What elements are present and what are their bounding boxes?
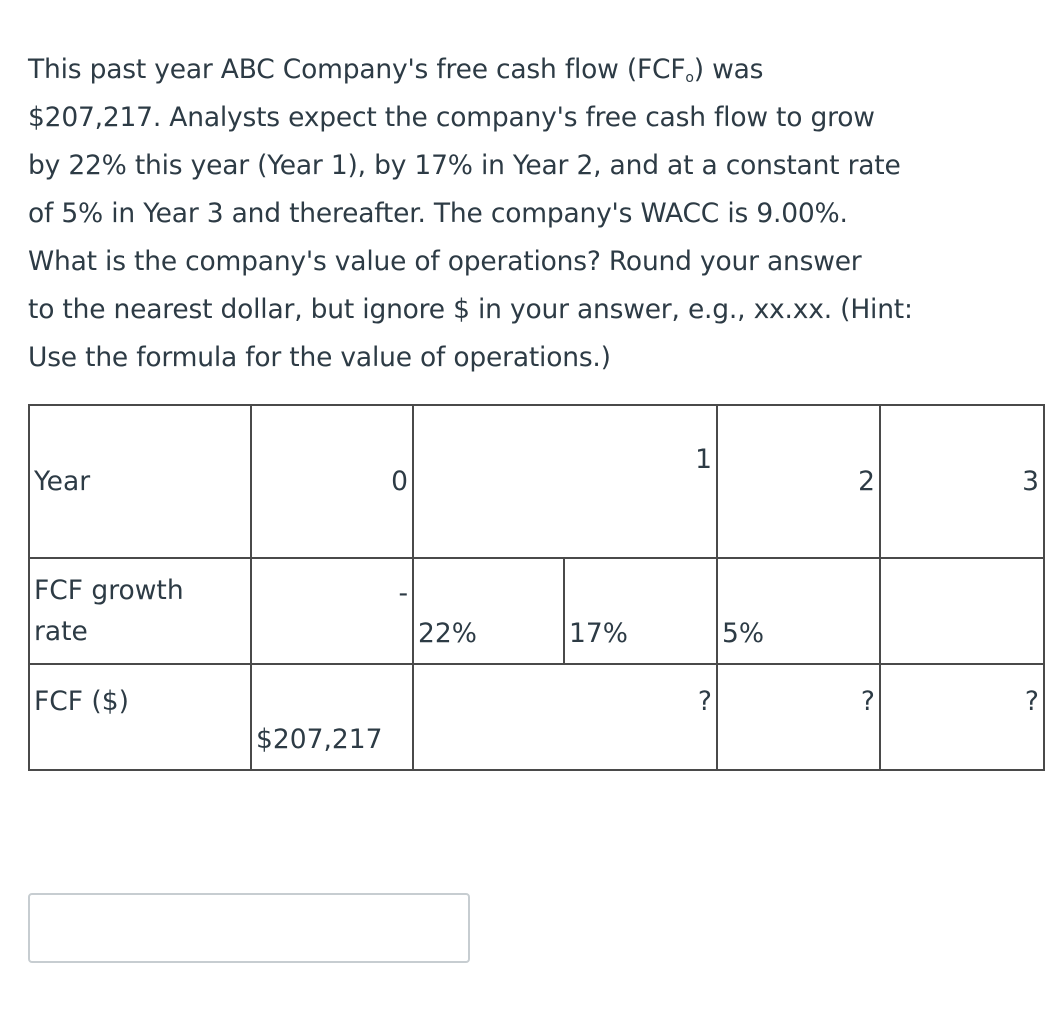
growth-rate-year-2	[564, 558, 717, 664]
growth-rate-empty	[880, 558, 1044, 664]
fcf-year-3	[880, 664, 1044, 770]
question-line-5: What is the company's value of operations? Round your answer	[28, 246, 862, 277]
fcf-year-0-value: $207,217	[256, 723, 383, 755]
growth-rate-year-1-value: 22%	[418, 617, 477, 649]
growth-rate-year-3-value: 5%	[722, 617, 765, 649]
growth-rate-year-3	[717, 558, 880, 664]
growth-rate-year-1	[413, 558, 564, 664]
growth-rate-label-line-1: FCF growth	[34, 575, 184, 606]
growth-rate-year-2-value: 17%	[569, 617, 628, 649]
growth-rate-label-line-2: rate	[34, 616, 88, 647]
question-text	[28, 46, 958, 382]
question-line-3: by 22% this year (Year 1), by 17% in Year 2, and at a constant rate	[28, 150, 901, 181]
year-3-cell: 3	[880, 405, 1044, 558]
table-row-growth-rate	[29, 558, 1044, 664]
fcf-year-1	[413, 664, 717, 770]
question-line-1-text: This past year ABC Company's free cash flow (FCF	[28, 54, 686, 85]
fcf-label-text: FCF ($)	[34, 685, 129, 717]
fcf-year-0	[251, 664, 413, 770]
question-line-6: to the nearest dollar, but ignore $ in your answer, e.g., xx.xx. (Hint:	[28, 294, 913, 325]
fcf-year-2-value: ?	[860, 685, 875, 717]
growth-rate-year-0	[251, 558, 413, 664]
fcf-subscript: o	[685, 70, 694, 86]
growth-rate-label	[29, 558, 251, 664]
answer-input[interactable]	[28, 893, 470, 963]
year-0-cell: 0	[251, 405, 413, 558]
fcf-year-2	[717, 664, 880, 770]
fcf-year-1-value: ?	[697, 685, 712, 717]
fcf-year-3-value: ?	[1024, 685, 1039, 717]
table-row-year	[29, 405, 1044, 558]
question-line-4: of 5% in Year 3 and thereafter. The company's WACC is 9.00%.	[28, 198, 848, 229]
year-label: Year	[29, 405, 251, 558]
question-line-1-end: ) was	[693, 54, 764, 85]
growth-rate-year-0-value: -	[398, 577, 408, 609]
table-row-fcf	[29, 664, 1044, 770]
year-2-cell: 2	[717, 405, 880, 558]
question-line-1	[28, 46, 958, 94]
question-line-7: Use the formula for the value of operations.)	[28, 342, 611, 373]
year-1-cell	[413, 405, 717, 558]
fcf-label	[29, 664, 251, 770]
year-1-value: 1	[695, 444, 712, 475]
cash-flow-table	[28, 404, 1045, 771]
question-line-2: $207,217. Analysts expect the company's free cash flow to grow	[28, 102, 875, 133]
